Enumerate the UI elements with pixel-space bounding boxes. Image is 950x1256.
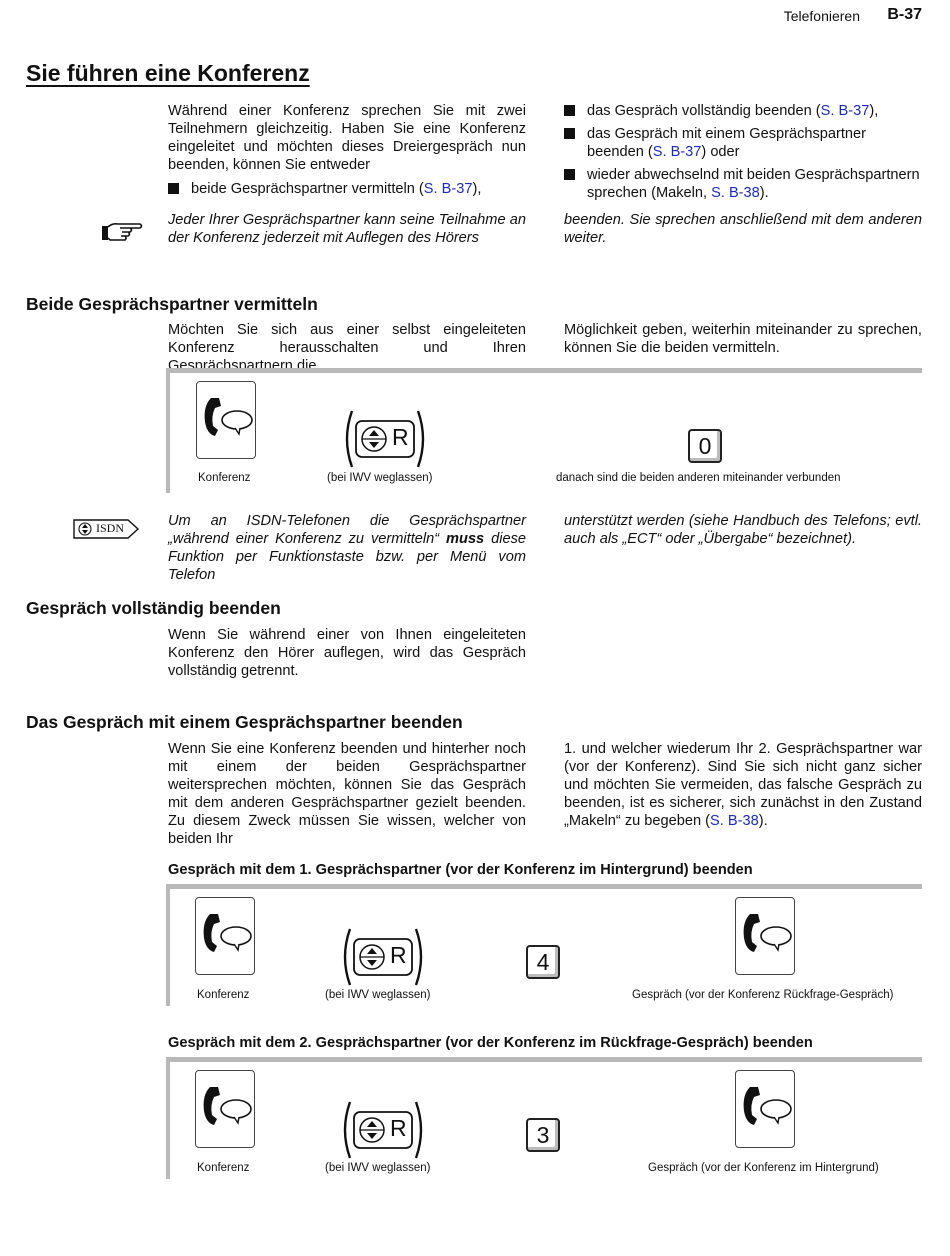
- caption-iwv: (bei IWV weglassen): [327, 472, 433, 484]
- handset-speech-icon: [198, 908, 254, 958]
- r-key-label: R: [390, 1115, 407, 1141]
- caption-call: Gespräch (vor der Konferenz im Hintergrund): [648, 1162, 879, 1174]
- r-key-label: R: [392, 424, 409, 450]
- caption-iwv: (bei IWV weglassen): [325, 989, 431, 1001]
- conference-key[interactable]: [195, 897, 255, 975]
- r-key-label: R: [390, 942, 407, 968]
- caption-conference: Konferenz: [198, 472, 251, 484]
- conference-key[interactable]: [196, 381, 256, 459]
- subheading-partner-1: Gespräch mit dem 1. Gesprächspartner (vor der Konferenz im Hintergrund) beenden: [168, 862, 753, 878]
- isdn-badge-label: ISDN: [96, 521, 125, 535]
- digit-key-4[interactable]: 4: [526, 945, 560, 979]
- caption-iwv: (bei IWV weglassen): [325, 1162, 431, 1174]
- section3-left: Wenn Sie eine Konferenz beenden und hinterher noch mit einem der beiden Gesprächspartner weitersprechen möchten, können Sie das Gespräch mit dem anderen Gesprächspartner gezielt beenden. Zu diesem Zweck müssen Sie wissen, welcher von beiden Ihr: [168, 741, 526, 847]
- list-item: das Gespräch vollständig beenden (S. B-37),: [564, 102, 922, 120]
- section-heading-vermitteln: Beide Gesprächspartner vermitteln: [26, 294, 318, 314]
- section-heading-beenden: Gespräch vollständig beenden: [26, 598, 281, 618]
- call-key[interactable]: [735, 1070, 795, 1148]
- pointing-hand-icon: [100, 218, 144, 244]
- intro-bullets-right: [564, 102, 922, 207]
- caption-conference: Konferenz: [197, 1162, 250, 1174]
- list-item: beide Gesprächspartner vermitteln (S. B-37),: [168, 180, 528, 198]
- list-item: wieder abwechselnd mit beiden Gesprächspartnern sprechen (Makeln, S. B-38).: [564, 166, 922, 202]
- key-sequence-panel: [166, 884, 922, 1006]
- page-link[interactable]: S. B-38: [711, 185, 760, 201]
- handset-speech-icon: [198, 1081, 254, 1131]
- page-title: Sie führen eine Konferenz: [26, 60, 310, 86]
- page-link[interactable]: S. B-37: [820, 103, 870, 119]
- caption-connected: danach sind die beiden anderen miteinander verbunden: [556, 472, 841, 484]
- caption-call: Gespräch (vor der Konferenz Rückfrage-Gespräch): [632, 989, 894, 1001]
- header-section: Telefonieren: [783, 8, 860, 24]
- subheading-partner-2: Gespräch mit dem 2. Gesprächspartner (vor der Konferenz im Rückfrage-Gespräch) beenden: [168, 1035, 813, 1051]
- section2-text: Wenn Sie während einer von Ihnen eingeleiteten Konferenz den Hörer auflegen, wird das Gespräch vollständig getrennt.: [168, 627, 526, 679]
- key-sequence-panel: [166, 1057, 922, 1179]
- page-link[interactable]: S. B-38: [710, 813, 759, 829]
- handset-speech-icon: [738, 908, 794, 958]
- caption-conference: Konferenz: [197, 989, 250, 1001]
- handset-speech-icon: [199, 392, 255, 442]
- call-key[interactable]: [735, 897, 795, 975]
- digit-key-3[interactable]: 3: [526, 1118, 560, 1152]
- r-key[interactable]: [340, 927, 426, 987]
- section1-right: Möglichkeit geben, weiterhin miteinander zu sprechen, können Sie die beiden vermitteln.: [564, 322, 922, 356]
- page-number: B-37: [887, 6, 922, 23]
- digit-key-0[interactable]: 0: [688, 429, 722, 463]
- page-link[interactable]: S. B-37: [423, 181, 473, 197]
- note-left: Jeder Ihrer Gesprächspartner kann seine Teilnahme an der Konferenz jederzeit mit Auflegen des Hörers: [168, 212, 526, 246]
- note-right: beenden. Sie sprechen anschließend mit dem anderen weiter.: [564, 212, 922, 246]
- r-key[interactable]: [342, 409, 428, 469]
- list-item: das Gespräch mit einem Gesprächspartner beenden (S. B-37) oder: [564, 125, 922, 161]
- key-sequence-panel: [166, 368, 922, 493]
- page-link[interactable]: S. B-37: [652, 144, 702, 160]
- section3-right: 1. und welcher wiederum Ihr 2. Gesprächspartner war (vor der Konferenz). Sind Sie sich nicht ganz sicher und möchten Sie vermeiden, das falsche Gespräch zu beenden, ist es sicherer, sich zunächst in den Zustand „Makeln“ zu begeben (S. B-38).: [564, 741, 922, 829]
- isdn-note-left: Um an ISDN-Telefonen die Gesprächspartner „während einer Konferenz zu vermitteln“ muss diese Funktion per Funktionstaste bzw. per Menü vom Telefon: [168, 513, 526, 583]
- r-key[interactable]: [340, 1100, 426, 1160]
- section1-left: Möchten Sie sich aus einer selbst eingeleiteten Konferenz herausschalten und Ihren Gesprächspartnern die: [168, 322, 526, 374]
- section-heading-partner-beenden: Das Gespräch mit einem Gesprächspartner beenden: [26, 712, 463, 732]
- intro-bullets-left: [168, 180, 528, 203]
- isdn-note-right: unterstützt werden (siehe Handbuch des Telefons; evtl. auch als „ECT“ oder „Übergabe“ bezeichnet).: [564, 513, 922, 547]
- conference-key[interactable]: [195, 1070, 255, 1148]
- intro-text: Während einer Konferenz sprechen Sie mit zwei Teilnehmern gleichzeitig. Haben Sie eine Konferenz eingeleitet und möchten dieses Dreiergespräch nun beenden, können Sie entweder: [168, 103, 526, 173]
- handset-speech-icon: [738, 1081, 794, 1131]
